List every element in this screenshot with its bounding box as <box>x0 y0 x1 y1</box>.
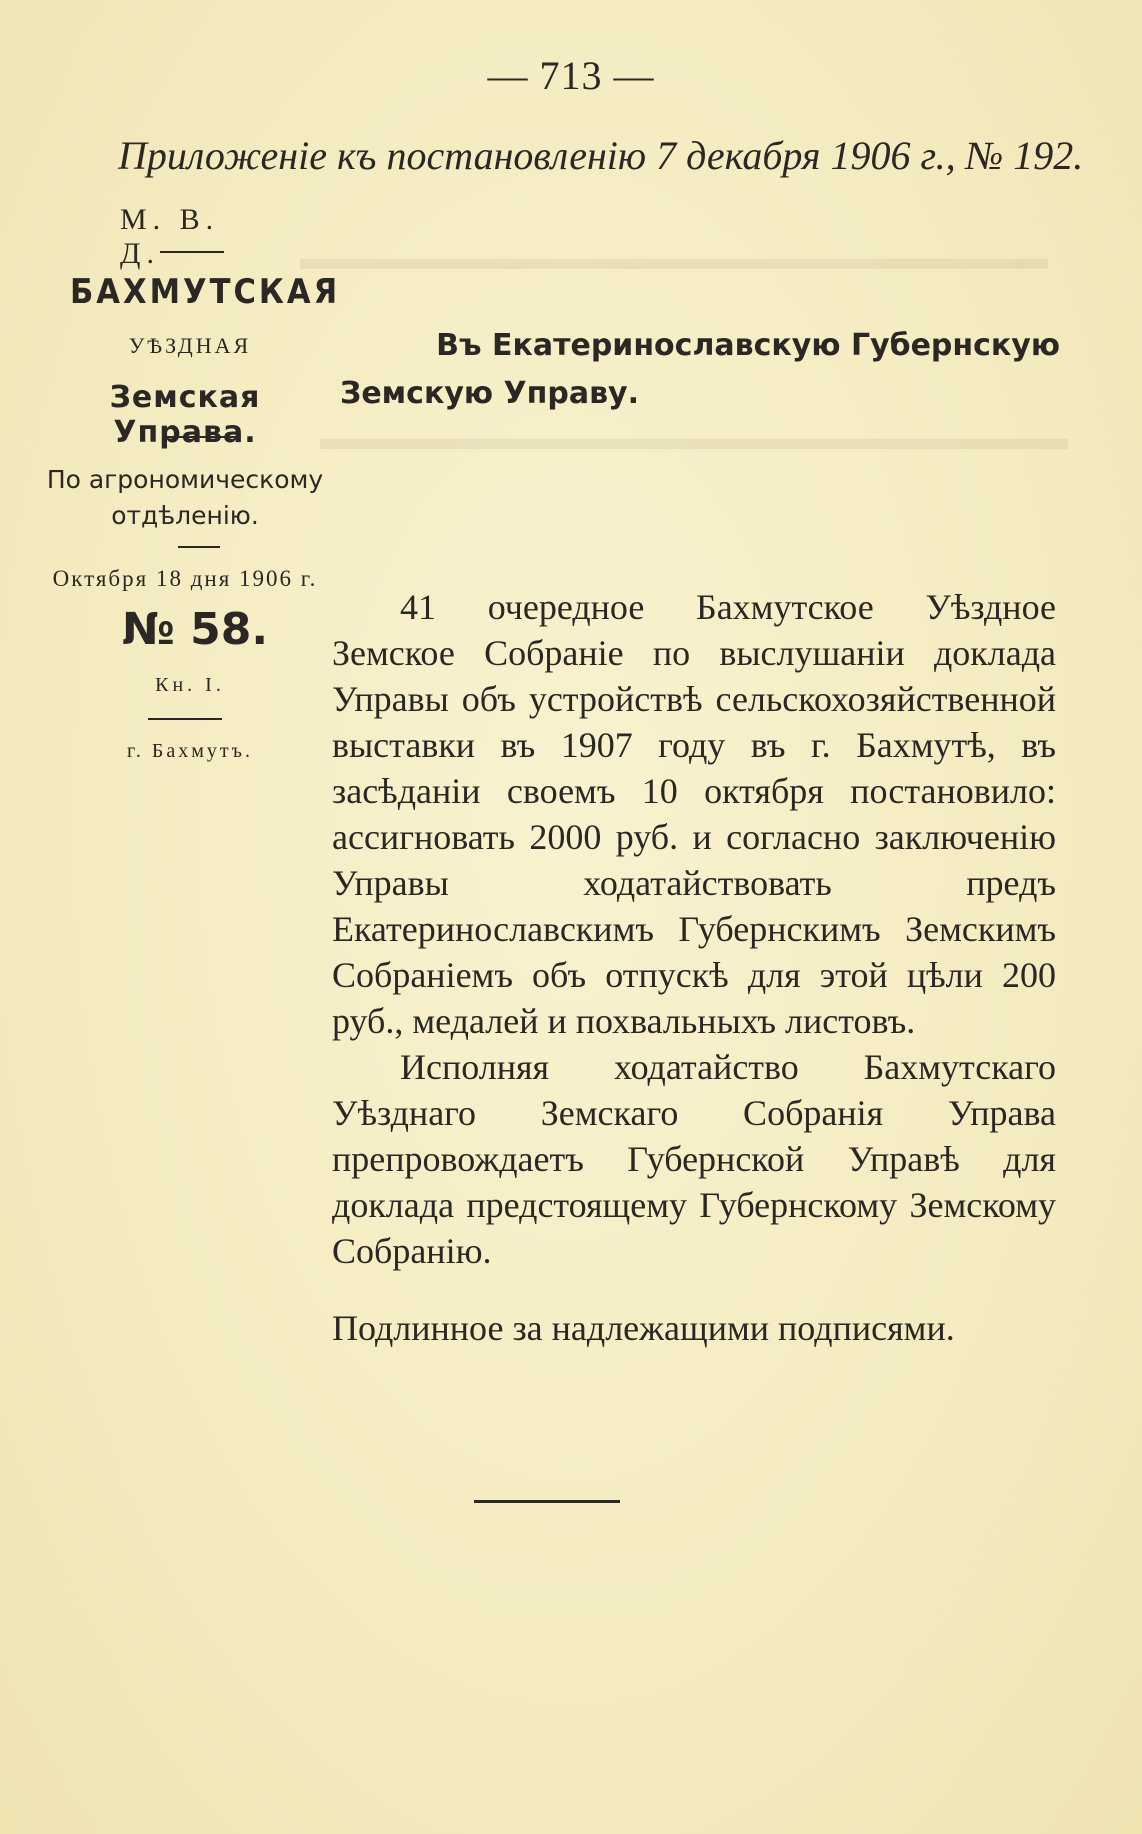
divider <box>148 718 222 720</box>
book-number: Кн. I. <box>155 674 225 696</box>
bleed-through-decoration: ▬▬▬▬▬▬▬▬▬▬▬▬▬▬▬▬▬▬▬▬▬▬ <box>320 420 1068 457</box>
addressee-line1: Въ Екатеринославскую Губернскую <box>436 328 1060 363</box>
divider <box>162 436 240 438</box>
uprava-name-line1: БАХМУТСКАЯ <box>70 272 341 312</box>
body-paragraph-1: 41 очередное Бахмутское Уѣздное Земское Собраніе по выслушаніи доклада Управы объ устройствѣ сельскохозяйственной выставки въ 1907 году въ г. Бахмутѣ, въ засѣданіи своемъ 10 октября постановило: ассигновать 2000 руб. и согласно заключенію Управы ходатайствовать предъ Екатеринославскимъ Губернскимъ Земскимъ Собраніемъ объ отпускѣ для этой цѣли 200 руб., медалей и похвальныхъ листовъ. <box>332 587 1056 1041</box>
city: г. Бахмутъ. <box>126 740 254 762</box>
letter-date: Октября 18 дня 1906 г. <box>52 566 318 591</box>
bleed-through-decoration: ▬▬▬▬▬▬▬▬▬▬▬▬▬▬▬▬▬▬▬▬▬▬ <box>300 240 1048 277</box>
closing-note: Подлинное за надлежащими подписями. <box>332 1308 955 1348</box>
addressee <box>340 322 1060 418</box>
appendix-title: Приложеніе къ постановленію 7 декабря 1906 г., № 192. <box>118 133 1084 178</box>
letter-number: № 58. <box>121 604 269 655</box>
uprava-name-line3: Земская Управа. <box>109 380 261 450</box>
letter-body <box>332 584 1056 1274</box>
divider <box>160 251 224 253</box>
page-number: — 713 — <box>487 53 655 98</box>
divider <box>178 546 220 548</box>
department <box>30 462 340 534</box>
body-paragraph-2: Исполняя ходатайство Бахмутскаго Уѣзднаго Земскаго Собранія Управа препровождаетъ Губернской Управѣ для доклада предстоящему Губернскому Земскому Собранію. <box>332 1047 1056 1271</box>
ministry-abbrev: М. В. Д. <box>120 203 220 270</box>
uprava-name-line2: УѢЗДНАЯ <box>128 333 252 358</box>
addressee-line2: Земскую Управу. <box>340 376 640 411</box>
end-rule <box>474 1500 620 1503</box>
department-line1: По агрономическому <box>46 465 324 494</box>
department-line2: отдѣленію. <box>111 501 259 530</box>
